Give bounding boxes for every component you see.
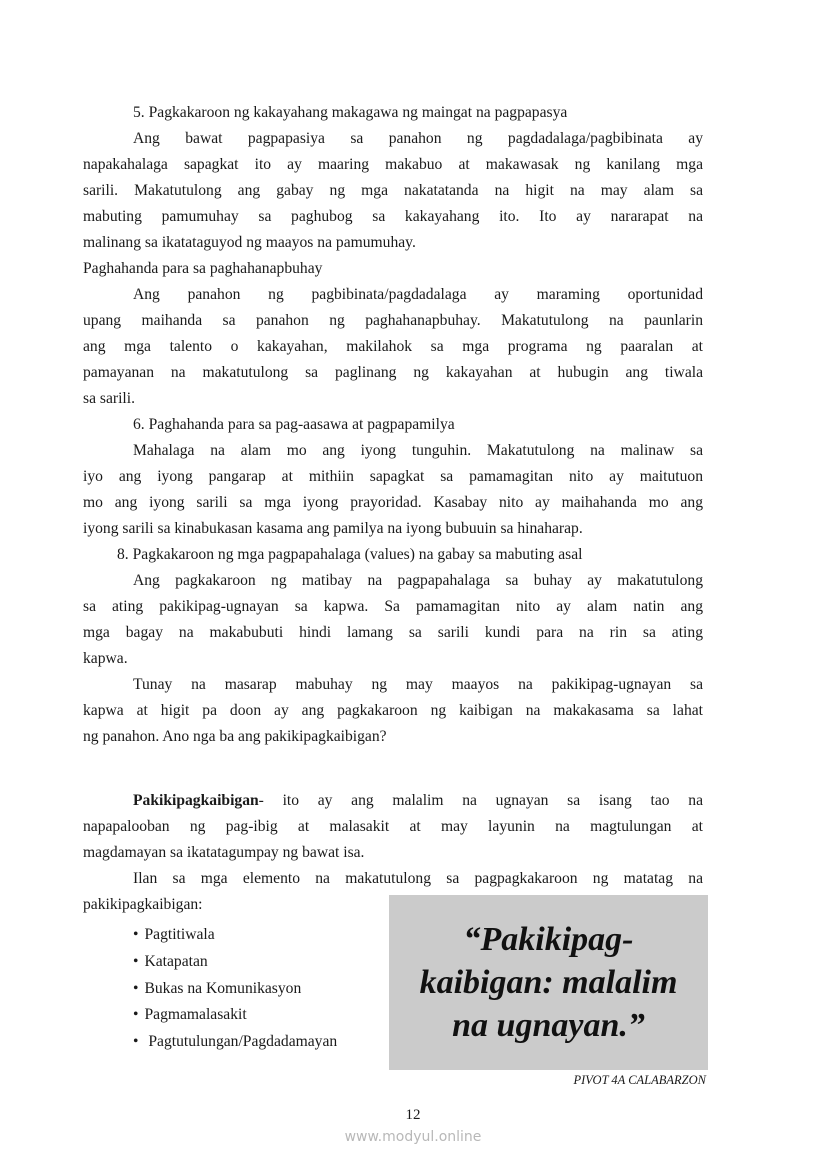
text-line: Ang pagkakaroon ng matibay na pagpapahalaga sa buhay ay makatutulong — [133, 572, 703, 589]
list-item: • Pagmamalasakit — [133, 1002, 337, 1029]
text-line: iyong sarili sa kinabukasan kasama ang pamilya na iyong bubuuin sa hinaharap. — [83, 520, 583, 537]
text-line: pakikipagkaibigan: — [83, 896, 203, 913]
text-line: magdamayan sa ikatatagumpay ng bawat isa. — [83, 844, 365, 861]
text-line: mga bagay na makabubuti hindi lamang sa sarili kundi para na rin sa ating — [83, 624, 703, 641]
text-line: Ang bawat pagpapasiya sa panahon ng pagdadalaga/pagbibinata ay — [133, 130, 703, 147]
text-line: Mahalaga na alam mo ang iyong tunguhin. Makatutulong na malinaw sa — [133, 442, 703, 459]
quote-line: kaibigan: malalim — [419, 964, 678, 1001]
text-line: sa sarili. — [83, 390, 135, 407]
text-line: Ang panahon ng pagbibinata/pagdadalaga ay maraming oportunidad — [133, 286, 703, 303]
heading-item-6: 6. Paghahanda para sa pag-aasawa at pagpapamilya — [133, 416, 455, 433]
text-line: ang mga talento o kakayahan, makilahok sa mga programa ng paaralan at — [83, 338, 703, 355]
page-number: 12 — [405, 1107, 421, 1123]
text-line: kapwa at higit pa doon ay ang pagkakaroon ng kaibigan na makakasama sa lahat — [83, 702, 703, 719]
text-line: mo ang iyong sarili sa mga iyong prayoridad. Kasabay nito ay maihahanda mo ang — [83, 494, 703, 511]
quote-line: na ugnayan.” — [452, 1007, 645, 1044]
heading-item-8: 8. Pagkakaroon ng mga pagpapahalaga (values) na gabay sa mabuting asal — [117, 546, 583, 563]
paragraph — [83, 438, 703, 542]
body-text — [83, 100, 703, 918]
subheading: Paghahanda para sa paghahanapbuhay — [83, 260, 323, 277]
quote-box — [389, 895, 708, 1070]
text-line: pamayanan na makatutulong sa paglinang ng kakayahan at hubugin ang tiwala — [83, 364, 703, 381]
text-line: Ilan sa mga elemento na makatutulong sa pagpagkakaroon ng matatag na — [133, 870, 703, 887]
paragraph — [83, 568, 703, 672]
source-caption: PIVOT 4A CALABARZON — [573, 1073, 706, 1087]
quote-line: “Pakikipag- — [463, 921, 634, 958]
text-line: iyo ang iyong pangarap at mithiin sapagkat sa pamamagitan nito ay maitutuon — [83, 468, 703, 485]
list-item: • Bukas na Komunikasyon — [133, 976, 337, 1003]
elements-list — [133, 922, 337, 1056]
heading-item-5: 5. Pagkakaroon ng kakayahang makagawa ng maingat na pagpapasya — [133, 104, 568, 121]
paragraph — [83, 672, 703, 750]
text-line: napapalooban ng pag-ibig at malasakit at may layunin na magtulungan at — [83, 818, 703, 835]
list-item: • Pagtutulungan/Pagdadamayan — [133, 1029, 337, 1056]
definition-paragraph — [83, 788, 703, 866]
watermark: www.modyul.online — [344, 1129, 482, 1145]
paragraph — [83, 282, 703, 412]
text-line: sa ating pakikipag-ugnayan sa kapwa. Sa pamamagitan nito ay alam natin ang — [83, 598, 703, 615]
list-item: • Pagtitiwala — [133, 922, 337, 949]
definition-term: Pakikipagkaibigan — [133, 792, 259, 809]
paragraph — [83, 126, 703, 256]
text-line: ng panahon. Ano nga ba ang pakikipagkaibigan? — [83, 728, 387, 745]
text-line: sarili. Makatutulong ang gabay ng mga nakatatanda na higit na may alam sa — [83, 182, 703, 199]
text-line — [83, 788, 703, 814]
text-line: napakahalaga sapagkat ito ay maaring makabuo at makawasak ng kanilang mga — [83, 156, 703, 173]
text-line: upang maihanda sa panahon ng paghahanapbuhay. Makatutulong na paunlarin — [83, 312, 703, 329]
text-line: kapwa. — [83, 650, 128, 667]
list-item: • Katapatan — [133, 949, 337, 976]
text-line: Tunay na masarap mabuhay ng may maayos na pakikipag-ugnayan sa — [133, 676, 703, 693]
definition-text: - ito ay ang malalim na ugnayan sa isang tao na — [258, 792, 703, 809]
text-line: malinang sa ikatataguyod ng maayos na pamumuhay. — [83, 234, 416, 251]
text-line: mabuting pamumuhay sa paghubog sa kakayahang ito. Ito ay nararapat na — [83, 208, 703, 225]
